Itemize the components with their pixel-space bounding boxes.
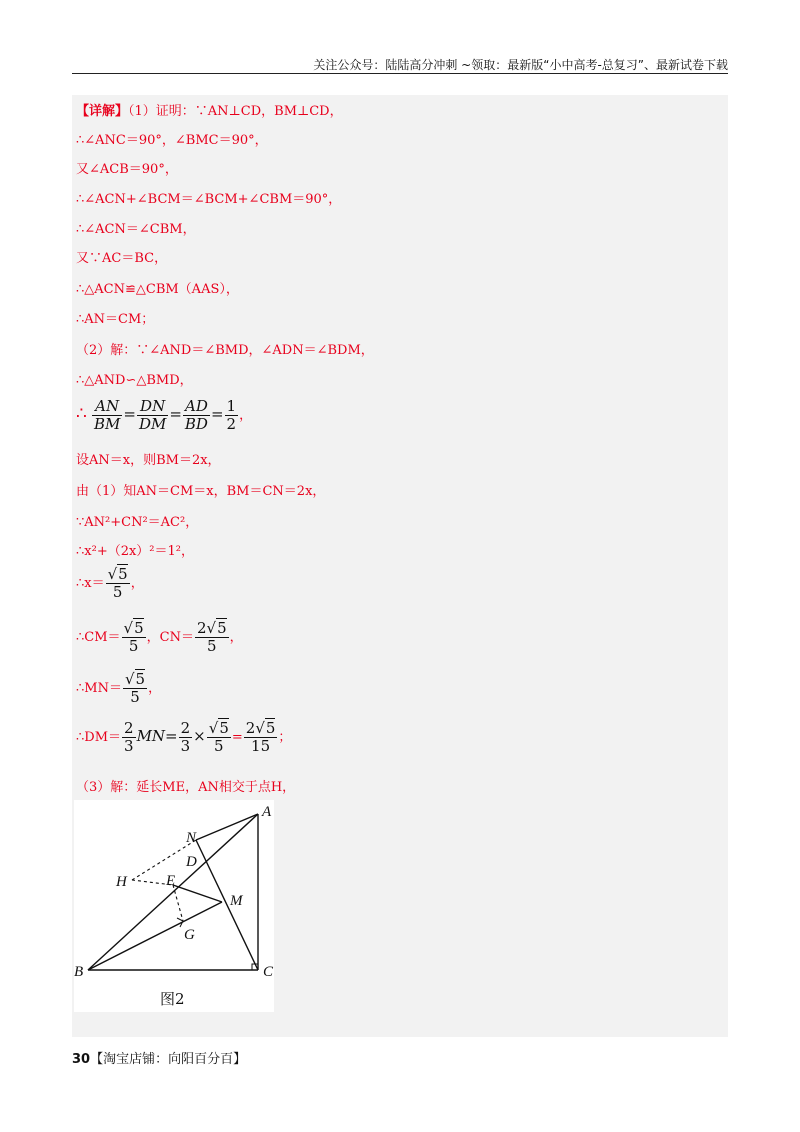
ratio-equation: ∴ $\frac{AN}{BM}$ = $\frac{DN}{DM}$ = $\frac{AD}{BD}$ = $\frac{1}{2}$ ， xyxy=(76,397,253,433)
header-rule xyxy=(72,73,728,74)
solution-line-14: ∵AN²+CN²＝AC²， xyxy=(76,515,199,530)
dm-line: ∴DM＝ $\frac{2}{3}$ MN= $\frac{2}{3}$ × $\frac{√5}{5}$ = $\frac{2√5}{15}$ ； xyxy=(76,719,292,755)
solution-line-1: 【详解】（1）证明：∵AN⊥CD，BM⊥CD， xyxy=(76,104,343,119)
solution-line-9: （2）解：∵∠AND＝∠BMD，∠ADN＝∠BDM， xyxy=(76,343,374,358)
fraction-one-half: $\frac{1}{2}$ xyxy=(226,397,237,433)
segment-ba xyxy=(88,814,258,970)
label-h: H xyxy=(116,874,127,890)
solution-line-2: ∴∠ANC＝90°，∠BMC＝90°， xyxy=(76,133,268,148)
solution-line-8: ∴AN＝CM； xyxy=(76,312,155,327)
solution-line-15: ∴x²+（2x）²＝1²， xyxy=(76,544,195,559)
solution-tag: 【详解】 xyxy=(76,104,129,119)
mn-line: ∴MN＝ $\frac{√5}{5}$ ， xyxy=(76,670,162,706)
segment-an xyxy=(196,814,258,840)
right-angle-g xyxy=(177,918,183,927)
x-value-line: ∴x＝ $\frac{√5}{5}$ ， xyxy=(76,565,144,601)
segment-bm xyxy=(88,902,222,970)
solution-line-10: ∴△AND∽△BMD， xyxy=(76,373,193,388)
fraction-mn: $\frac{√5}{5}$ xyxy=(124,670,146,706)
shop-name: 【淘宝店铺：向阳百分百】 xyxy=(90,1052,247,1067)
fraction-ad-bd: $\frac{AD}{BD}$ xyxy=(184,397,208,433)
fraction-sqrt5-over-5: $\frac{√5}{5}$ xyxy=(107,565,128,601)
label-b: B xyxy=(74,964,84,980)
geometry-figure xyxy=(74,800,274,1012)
segment-em xyxy=(173,885,222,902)
solution-line-7: ∴△ACN≌△CBM（AAS）， xyxy=(76,282,239,297)
segment-nc xyxy=(196,840,258,970)
solution-line-3: 又∠ACB＝90°， xyxy=(76,162,178,177)
label-a: A xyxy=(262,804,272,820)
fraction-an-bm: $\frac{AN}{BM}$ xyxy=(93,397,121,433)
solution-line-12: 设AN＝x，则BM＝2x， xyxy=(76,453,221,468)
solution-line-20: （3）解：延长ME，AN相交于点H， xyxy=(76,780,296,795)
label-m: M xyxy=(230,893,243,909)
cm-cn-line: ∴CM＝ $\frac{√5}{5}$ ，CN＝ $\frac{2√5}{5}$ ， xyxy=(76,619,243,655)
label-d: D xyxy=(186,854,197,870)
fraction-two-thirds: $\frac{2}{3}$ xyxy=(124,719,134,755)
page-number: 30 xyxy=(72,1052,91,1067)
label-e: E xyxy=(166,873,176,889)
label-g: G xyxy=(184,927,195,943)
solution-line-5: ∴∠ACN＝∠CBM， xyxy=(76,222,196,237)
label-c: C xyxy=(263,964,274,980)
solution-line-4: ∴∠ACN+∠BCM＝∠BCM+∠CBM＝90°， xyxy=(76,192,342,207)
solution-line-6: 又∵AC＝BC， xyxy=(76,251,168,266)
fraction-two-thirds-b: $\frac{2}{3}$ xyxy=(180,719,191,755)
page-header: 关注公众号：陆陆高分冲刺 ~领取：最新版“小中高考-总复习”、最新试卷下载 xyxy=(313,58,728,72)
fraction-root5-5: $\frac{√5}{5}$ xyxy=(208,719,229,755)
fraction-dn-dm: $\frac{DN}{DM}$ xyxy=(138,397,167,433)
fraction-result: $\frac{2√5}{15}$ xyxy=(245,719,276,755)
label-n: N xyxy=(186,830,197,846)
page-footer xyxy=(72,1048,246,1067)
fraction-cn: $\frac{2√5}{5}$ xyxy=(196,619,227,655)
figure-caption: 图2 xyxy=(160,990,185,1008)
triangle-diagram xyxy=(74,800,274,1012)
fraction-cm: $\frac{√5}{5}$ xyxy=(123,619,144,655)
solution-line-13: 由（1）知AN＝CM＝x，BM＝CN＝2x， xyxy=(76,484,326,499)
